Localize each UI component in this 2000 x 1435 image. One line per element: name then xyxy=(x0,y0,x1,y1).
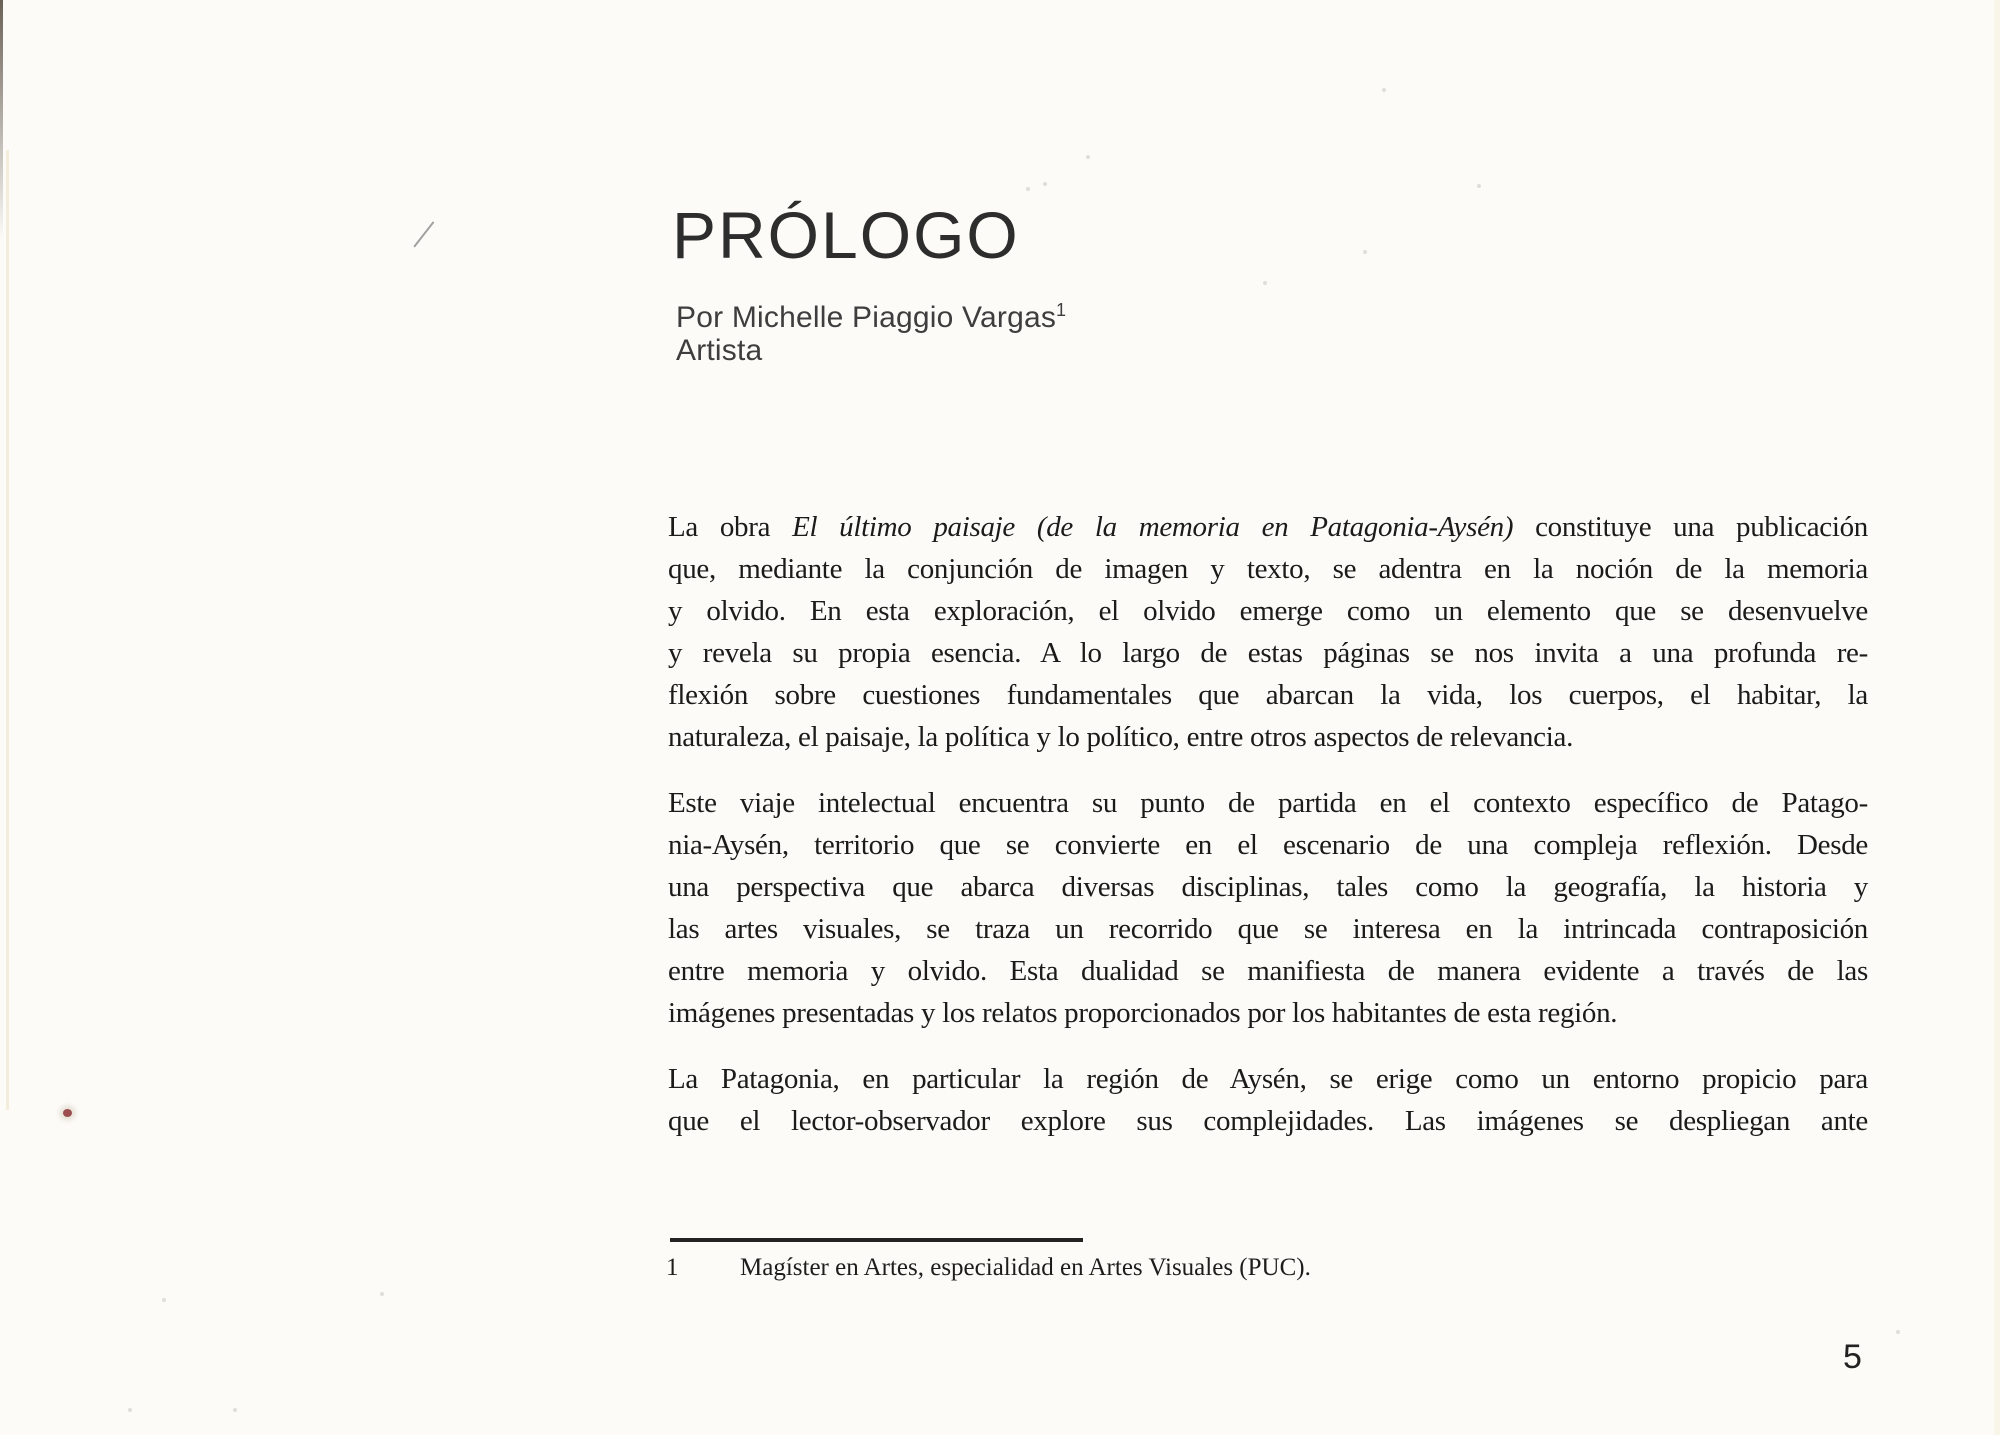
body-text-line: imágenes presentadas y los relatos proporcionados por los habitantes de esta región. xyxy=(668,997,1618,1029)
body-text-line: y olvido. En esta exploración, el olvido emerge como un elemento que se desenvuelve xyxy=(668,595,1868,627)
author-byline-text: Por Michelle Piaggio Vargas xyxy=(676,301,1057,334)
scan-speck xyxy=(1896,1330,1900,1334)
body-text-line: nia-Aysén, territorio que se convierte en el escenario de una compleja reflexión. Desde xyxy=(668,829,1868,861)
footnote-text: Magíster en Artes, especialidad en Artes Visuales (PUC). xyxy=(740,1254,1311,1281)
body-text-line: que, mediante la conjunción de imagen y texto, se adentra en la noción de la memoria xyxy=(668,553,1868,585)
body-text-line: Este viaje intelectual encuentra su punto de partida en el contexto específico de Patago- xyxy=(668,787,1868,819)
paragraph xyxy=(668,1058,1868,1142)
book-title-italic: El último paisaje (de la memoria en Patagonia-Aysén) xyxy=(792,511,1514,543)
paragraph xyxy=(668,506,1868,758)
body-text-line: que el lector-observador explore sus complejidades. Las imágenes se despliegan ante xyxy=(668,1105,1868,1137)
author-role: Artista xyxy=(676,334,763,367)
scan-speck xyxy=(162,1298,166,1302)
scan-speck xyxy=(1477,184,1481,188)
footnote-marker: 1 xyxy=(666,1254,679,1281)
body-text-line: y revela su propia esencia. A lo largo de estas páginas se nos invita a una profunda re- xyxy=(668,637,1868,669)
body-text-line: las artes visuales, se traza un recorrido que se interesa en la intrincada contraposición xyxy=(668,913,1868,945)
scan-speck xyxy=(380,1292,384,1296)
body-text-line: naturaleza, el paisaje, la política y lo político, entre otros aspectos de relevancia. xyxy=(668,721,1574,753)
pencil-mark-artifact xyxy=(413,221,434,247)
scan-speck xyxy=(1263,281,1267,285)
paragraph-lines xyxy=(668,782,1868,1034)
page-title: PRÓLOGO xyxy=(672,198,1020,272)
scan-edge-line xyxy=(6,150,9,1110)
scan-speck xyxy=(1363,250,1367,254)
paragraph-lines xyxy=(668,1058,1868,1142)
body-text-line: flexión sobre cuestiones fundamentales que abarcan la vida, los cuerpos, el habitar, la xyxy=(668,679,1868,711)
paragraph xyxy=(668,782,1868,1034)
footnote-rule xyxy=(670,1238,1083,1242)
body-text-block xyxy=(668,506,1868,1142)
scan-speck xyxy=(1043,182,1047,186)
scan-edge-line xyxy=(1994,0,2000,1435)
body-text-line: La Patagonia, en particular la región de Aysén, se erige como un entorno propicio para xyxy=(668,1063,1868,1095)
scan-speck xyxy=(233,1408,237,1412)
footnote-reference: 1 xyxy=(1056,300,1067,320)
body-text-run: La obra xyxy=(668,511,793,543)
page-number: 5 xyxy=(1843,1338,1862,1376)
scan-speck xyxy=(1382,88,1386,92)
scan-speck xyxy=(128,1408,132,1412)
paragraph-lines xyxy=(668,548,1868,758)
scan-speck xyxy=(1026,187,1030,191)
scan-speck xyxy=(1086,155,1090,159)
body-text-line: entre memoria y olvido. Esta dualidad se manifiesta de manera evidente a través de las xyxy=(668,955,1868,987)
scan-edge-line xyxy=(0,0,3,240)
body-text-line xyxy=(668,506,1868,548)
body-text-line: una perspectiva que abarca diversas disciplinas, tales como la geografía, la historia y xyxy=(668,871,1868,903)
body-text-run: constituye una publicación xyxy=(1513,511,1869,543)
author-byline xyxy=(676,300,1066,336)
scan-speck xyxy=(63,1109,72,1117)
